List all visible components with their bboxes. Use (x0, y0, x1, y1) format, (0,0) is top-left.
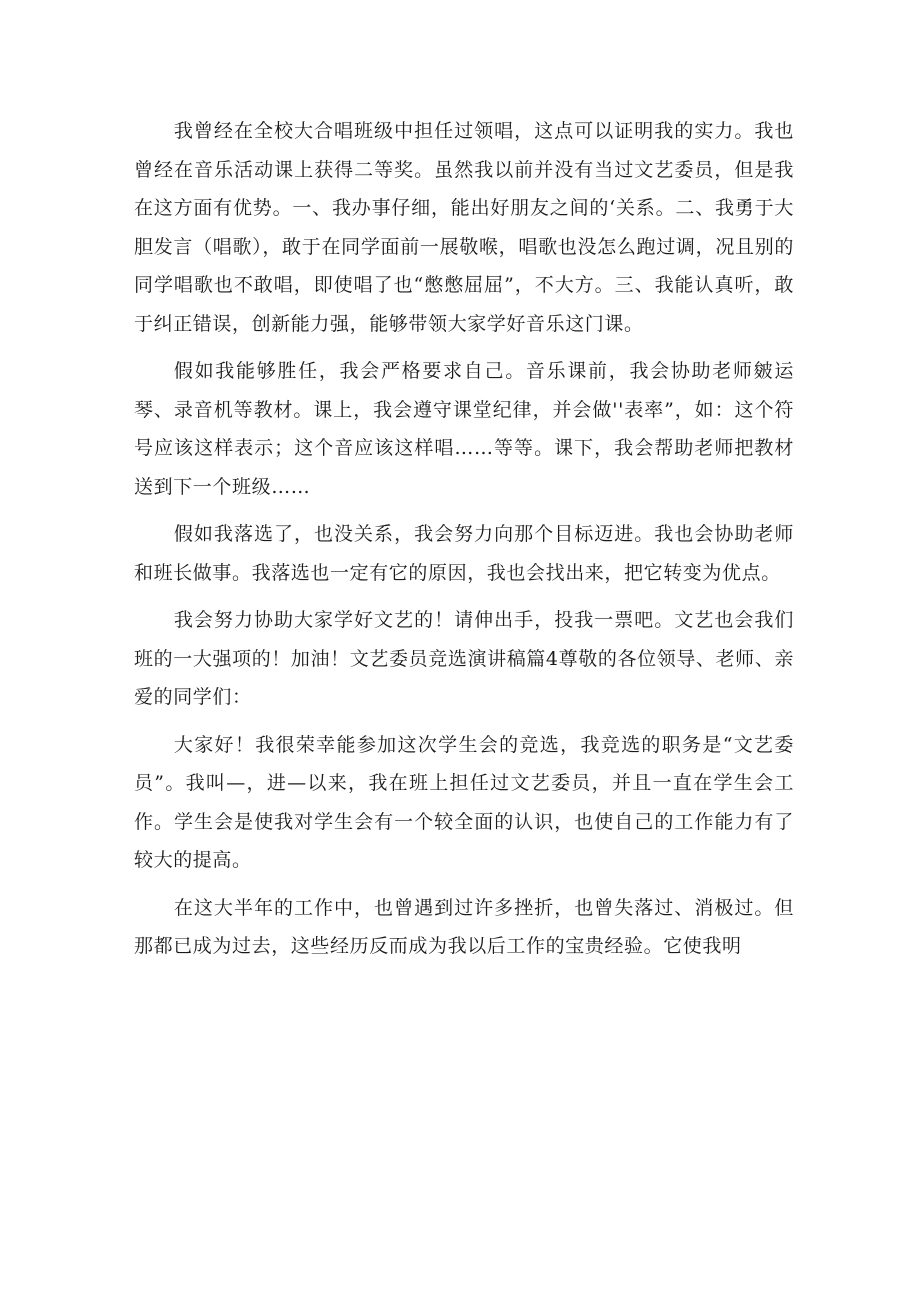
paragraph: 我会努力协助大家学好文艺的！请伸出手，投我一票吧。文艺也会我们班的一大强项的！加油！文艺委员竞选演讲稿篇4尊敬的各位领导、老师、亲爱的同学们： (134, 609, 794, 708)
paragraph: 我曾经在全校大合唱班级中担任过领唱，这点可以证明我的实力。我也曾经在音乐活动课上获得二等奖。虽然我以前并没有当过文艺委员，但是我在这方面有优势。一、我办事仔细，能出好朋友之间的‘关系。二、我勇于大胆发言（唱歌），敢于在同学面前一展敬喉，唱歌也没怎么跑过调，况且别的同学唱歌也不敢唱，即使唱了也“憋憋屈屈”，不大方。三、我能认真听，敢于纠正错误，创新能力强，能够带领大家学好音乐这门课。 (134, 120, 794, 335)
document-body (134, 112, 794, 975)
paragraph: 假如我能够胜任，我会严格要求自己。音乐课前，我会协助老师皴运琴、录音机等教材。课上，我会遵守课堂纪律，并会做''表率”，如：这个符号应该这样表示；这个音应该这样唱……等等。课下，我会帮助老师把教材送到下一个班级…… (134, 360, 794, 498)
paragraph: 假如我落选了，也没关系，我会努力向那个目标迈进。我也会协助老师和班长做事。我落选也一定有它的原因，我也会找出来，把它转变为优点。 (134, 523, 794, 584)
paragraph: 大家好！我很荣幸能参加这次学生会的竞选，我竞选的职务是“文艺委员”。我叫—，进—以来，我在班上担任过文艺委员，并且一直在学生会工作。学生会是使我对学生会有一个较全面的认识，也使自己的工作能力有了较大的提高。 (134, 733, 794, 871)
paragraph: 在这大半年的工作中，也曾遇到过许多挫折，也曾失落过、消极过。但那都已成为过去，这些经历反而成为我以后工作的宝贵经验。它使我明 (134, 896, 794, 957)
